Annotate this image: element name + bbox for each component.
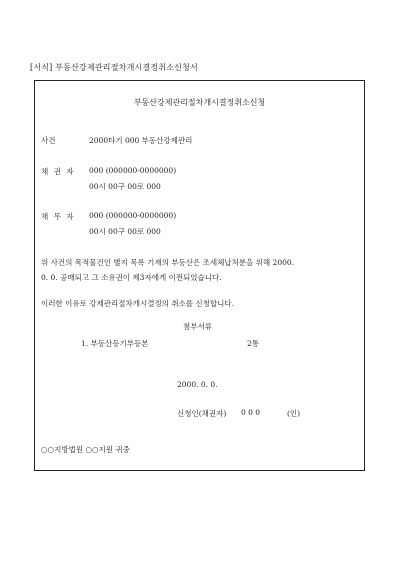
case-label: 사건 <box>41 136 56 145</box>
attachment-item-count: 2통 <box>247 339 260 348</box>
attachments-heading: 첨부서류 <box>183 322 212 331</box>
document-title: 부동산강제관리절차개시결정취소신청 <box>133 98 266 107</box>
document-box <box>34 80 365 471</box>
debtor-name-id: 000 (000000-0000000) <box>89 211 177 220</box>
body-text-line-2: 0. 0. 공매되고 그 소유권이 제3자에게 이전되었습니다. <box>41 273 222 282</box>
request-text: 이러한 이유로 강제관리절차개시결정의 취소를 신청합니다. <box>41 299 235 308</box>
case-value: 2000타기 000 부동산강제관리 <box>89 136 193 145</box>
debtor-address: 00시 00구 00로 000 <box>89 227 161 236</box>
attachment-item-name: 1. 부동산등기부등본 <box>81 339 149 348</box>
applicant-label: 신청인(채권자) <box>177 409 227 418</box>
debtor-label: 채 무 자 <box>41 212 76 221</box>
court-addressee: ○○지방법원 ○○지원 귀중 <box>41 445 130 454</box>
document-date: 2000. 0. 0. <box>177 380 218 389</box>
creditor-name-id: 000 (000000-0000000) <box>89 166 177 175</box>
applicant-name: 0 0 0 <box>241 408 261 417</box>
creditor-label: 채 권 자 <box>41 167 76 176</box>
creditor-address: 00시 00구 00로 000 <box>89 182 161 191</box>
applicant-seal: (인) <box>287 409 301 418</box>
form-caption: [서식] 부동산강제관리절차개시결정취소신청서 <box>30 63 198 72</box>
body-text-line-1: 위 사건의 목적물건인 별지 목록 기재의 부동산은 조세체납처분을 위해 2000. <box>41 258 295 267</box>
